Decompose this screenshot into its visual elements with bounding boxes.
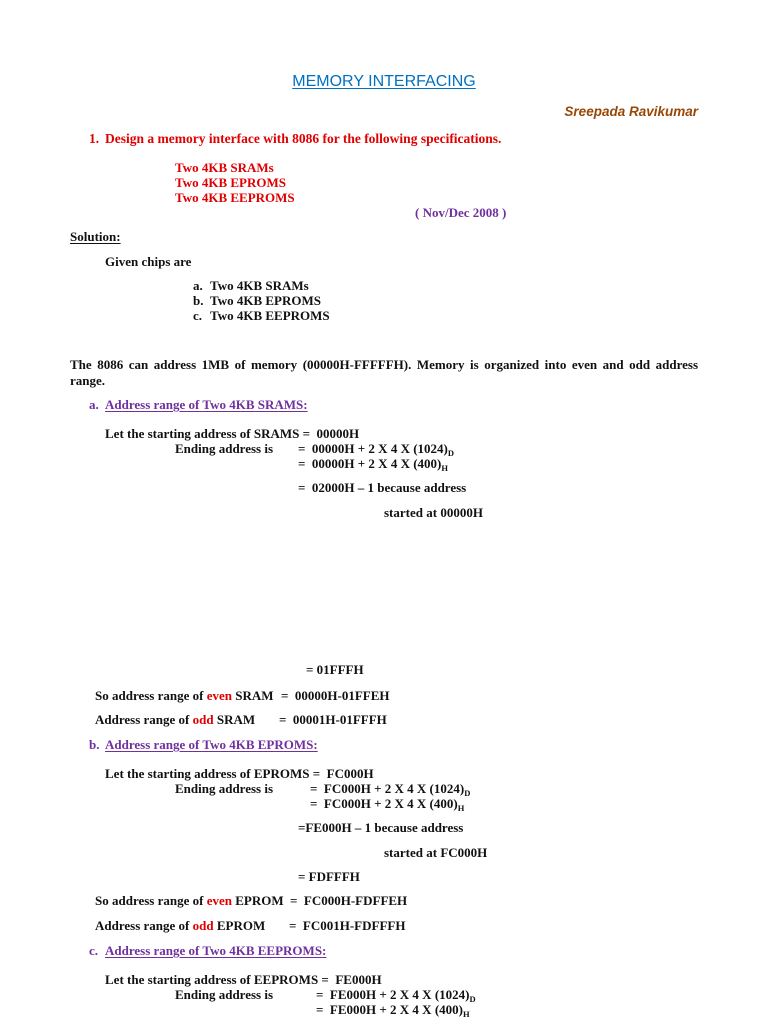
even-range-line — [95, 893, 408, 908]
chip-item: Two 4KB EEPROMS — [210, 308, 330, 323]
range-value: = FC001H-FDFFFH — [289, 918, 406, 933]
chip-name: SRAM — [232, 688, 274, 703]
odd-label: odd — [192, 918, 214, 933]
equation-line — [298, 441, 454, 456]
base-subscript: D — [469, 994, 476, 1004]
starting-address-line: Let the starting address of SRAMS = 00000H — [105, 426, 360, 441]
result-line: = FDFFFH — [298, 869, 360, 884]
chip-item: Two 4KB EPROMS — [210, 293, 321, 308]
base-subscript: H — [441, 463, 448, 473]
odd-range-line — [95, 712, 387, 727]
spec-item: Two 4KB SRAMs — [175, 160, 274, 175]
step-note: started at 00000H — [384, 505, 483, 520]
chip-item: Two 4KB SRAMs — [210, 278, 309, 293]
solution-label: Solution: — [70, 229, 121, 244]
question-text: Design a memory interface with 8086 for the following specifications. — [105, 131, 502, 146]
section-marker: b. — [89, 737, 100, 752]
author-name: Sreepada Ravikumar — [564, 104, 698, 119]
equation-text: = FE000H + 2 X 4 X (400) — [316, 1002, 463, 1017]
starting-address-line: Let the starting address of EEPROMS = FE000H — [105, 972, 382, 987]
even-label: even — [206, 893, 232, 908]
step-line: =FE000H – 1 because address — [298, 820, 464, 835]
section-heading: Address range of Two 4KB SRAMS: — [105, 397, 308, 412]
equation-line — [310, 796, 464, 811]
equation-text: = FC000H + 2 X 4 X (400) — [310, 796, 458, 811]
range-prefix: So address range of — [95, 893, 207, 908]
odd-range-line — [95, 918, 406, 933]
chip-marker: c. — [193, 308, 203, 323]
question-number: 1. — [89, 131, 100, 146]
odd-label: odd — [192, 712, 214, 727]
equation-line — [310, 781, 470, 796]
chip-marker: b. — [193, 293, 204, 308]
chip-marker: a. — [193, 278, 203, 293]
equation-text: = 00000H + 2 X 4 X (400) — [298, 456, 442, 471]
ending-address-label: Ending address is — [175, 781, 274, 796]
section-marker: c. — [89, 943, 99, 958]
result-line: = 01FFFH — [306, 662, 364, 677]
equation-text: = 00000H + 2 X 4 X (1024) — [298, 441, 448, 456]
base-subscript: H — [462, 1009, 470, 1019]
ending-address-label: Ending address is — [175, 441, 274, 456]
section-marker: a. — [89, 397, 99, 412]
step-note: started at FC000H — [384, 845, 488, 860]
starting-address-line: Let the starting address of EPROMS = FC000H — [105, 766, 374, 781]
page-title: MEMORY INTERFACING — [292, 73, 476, 90]
range-value: = 00001H-01FFFH — [279, 712, 387, 727]
section-heading: Address range of Two 4KB EEPROMS: — [105, 943, 327, 958]
base-subscript: D — [464, 788, 471, 798]
intro-paragraph-line: The 8086 can address 1MB of memory (00000H-FFFFFH). Memory is organized into even and odd address — [70, 357, 698, 372]
base-subscript: D — [447, 448, 455, 458]
range-value: = FC000H-FDFFEH — [290, 893, 408, 908]
ending-address-label: Ending address is — [175, 987, 274, 1002]
even-range-line — [95, 688, 390, 703]
chip-name: EPROM — [213, 918, 266, 933]
equation-text: = FC000H + 2 X 4 X (1024) — [310, 781, 465, 796]
exam-session: ( Nov/Dec 2008 ) — [415, 205, 507, 220]
chip-name: SRAM — [213, 712, 256, 727]
base-subscript: H — [457, 803, 465, 813]
equation-line — [298, 456, 448, 471]
step-line: = 02000H – 1 because address — [298, 480, 467, 495]
even-label: even — [206, 688, 232, 703]
intro-paragraph-line: range. — [70, 373, 106, 388]
equation-line — [316, 1002, 470, 1017]
equation-text: = FE000H + 2 X 4 X (1024) — [316, 987, 470, 1002]
range-value: = 00000H-01FFEH — [281, 688, 390, 703]
section-heading: Address range of Two 4KB EPROMS: — [105, 737, 318, 752]
spec-item: Two 4KB EPROMS — [175, 175, 286, 190]
range-prefix: Address range of — [95, 712, 193, 727]
spec-item: Two 4KB EEPROMS — [175, 190, 295, 205]
equation-line — [316, 987, 476, 1002]
range-prefix: Address range of — [95, 918, 193, 933]
given-text: Given chips are — [105, 254, 192, 269]
chip-name: EPROM — [232, 893, 284, 908]
range-prefix: So address range of — [95, 688, 207, 703]
